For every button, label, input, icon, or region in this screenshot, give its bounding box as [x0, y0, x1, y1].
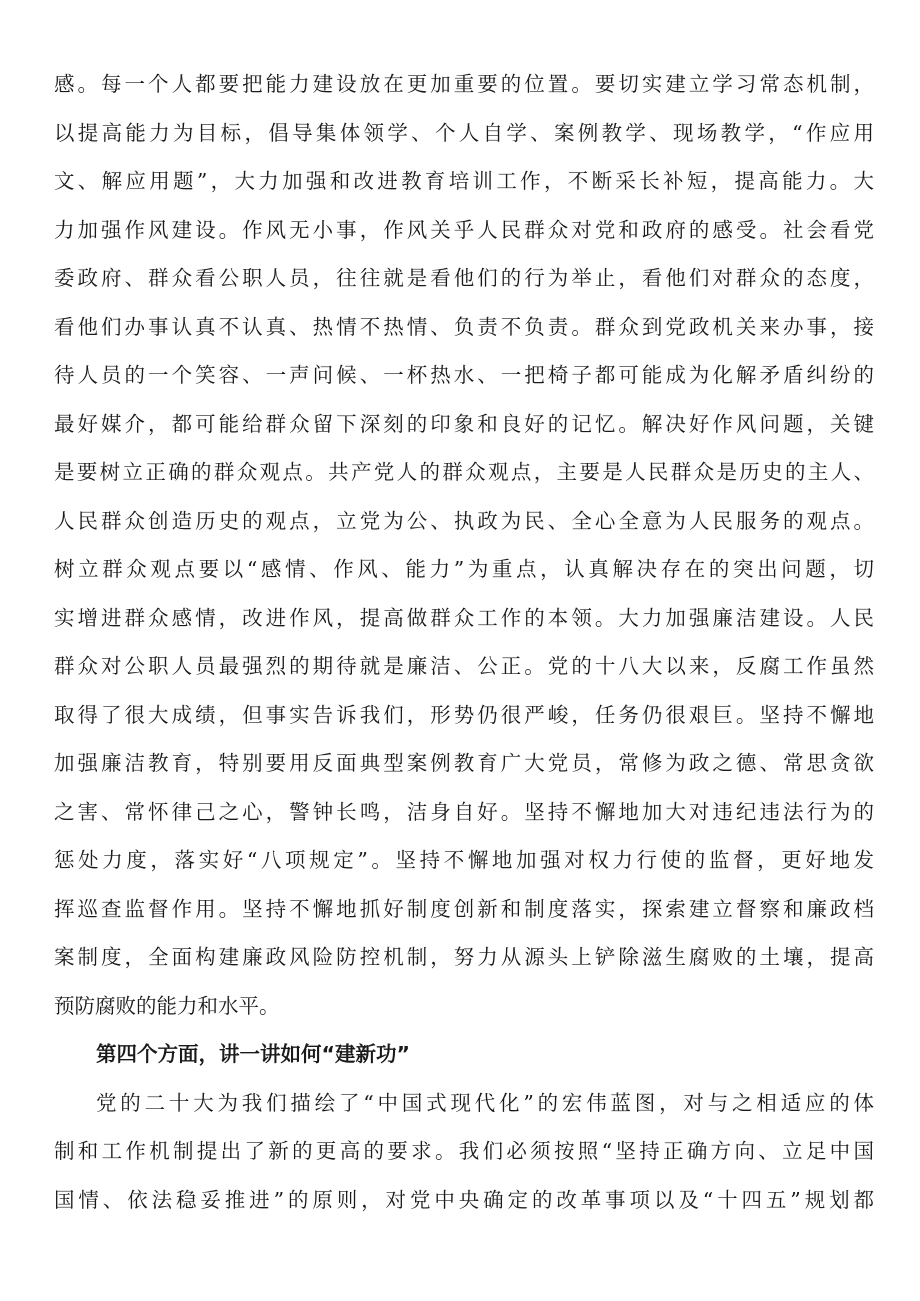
- text-line: 之害、常怀律己之心，警钟长鸣，洁身自好。坚持不懈地加大对违纪违法行为的: [54, 799, 874, 824]
- text-line: 挥巡查监督作用。坚持不懈地抓好制度创新和制度落实，探索建立督察和廉政档: [54, 896, 874, 921]
- paragraph-body-2: [54, 1079, 874, 1225]
- text-line: 以提高能力为目标，倡导集体领学、个人自学、案例教学、现场教学，“作应用: [54, 120, 874, 145]
- text-line: 制和工作机制提出了新的更高的要求。我们必须按照“坚持正确方向、立足中国: [54, 1139, 874, 1163]
- text-line: 实增进群众感情，改进作风，提高做群众工作的本领。大力加强廉洁建设。人民: [54, 605, 874, 630]
- text-line: 树立群众观点要以“感情、作风、能力”为重点，认真解决存在的突出问题，切: [54, 557, 874, 581]
- text-line: 人民群众创造历史的观点，立党为公、执政为民、全心全意为人民服务的观点。: [54, 508, 874, 533]
- text-line: 群众对公职人员最强烈的期待就是廉洁、公正。党的十八大以来，反腐工作虽然: [54, 654, 874, 678]
- text-line: 案制度，全面构建廉政风险防控机制，努力从源头上铲除滋生腐败的土壤，提高: [54, 945, 874, 969]
- text-line: 加强廉洁教育，特别要用反面典型案例教育广大党员，常修为政之德、常思贪欲: [54, 751, 874, 775]
- text-line: 待人员的一个笑容、一声问候、一杯热水、一把椅子都可能成为化解矛盾纠纷的: [54, 363, 874, 387]
- text-line: 看他们办事认真不认真、热情不热情、负责不负责。群众到党政机关来办事，接: [54, 314, 874, 339]
- text-line: 预防腐败的能力和水平。: [54, 993, 280, 1018]
- paragraph-body-1: [54, 60, 874, 1030]
- text-line: 力加强作风建设。作风无小事，作风关乎人民群众对党和政府的感受。社会看党: [54, 217, 874, 242]
- text-line: 感。每一个人都要把能力建设放在更加重要的位置。要切实建立学习常态机制，: [54, 72, 874, 96]
- text-line: 委政府、群众看公职人员，往往就是看他们的行为举止，看他们对群众的态度，: [54, 266, 874, 290]
- text-line: 国情、依法稳妥推进”的原则，对党中央确定的改革事项以及“十四五”规划都: [54, 1187, 874, 1212]
- document-page: [54, 60, 874, 1224]
- text-line: 党的二十大为我们描绘了“中国式现代化”的宏伟蓝图，对与之相适应的体: [96, 1090, 874, 1115]
- text-line: 取得了很大成绩，但事实告诉我们，形势仍很严峻，任务仍很艰巨。坚持不懈地: [54, 702, 874, 727]
- text-line: 文、解应用题”，大力加强和改进教育培训工作，不断采长补短，提高能力。大: [54, 169, 874, 193]
- text-line: 是要树立正确的群众观点。共产党人的群众观点，主要是人民群众是历史的主人、: [54, 460, 874, 484]
- text-line: 惩处力度，落实好“八项规定”。坚持不懈地加强对权力行使的监督，更好地发: [54, 848, 874, 872]
- text-line: 最好媒介，都可能给群众留下深刻的印象和良好的记忆。解决好作风问题，关键: [54, 411, 874, 436]
- section-heading: 第四个方面，讲一讲如何“建新功”: [96, 1042, 410, 1066]
